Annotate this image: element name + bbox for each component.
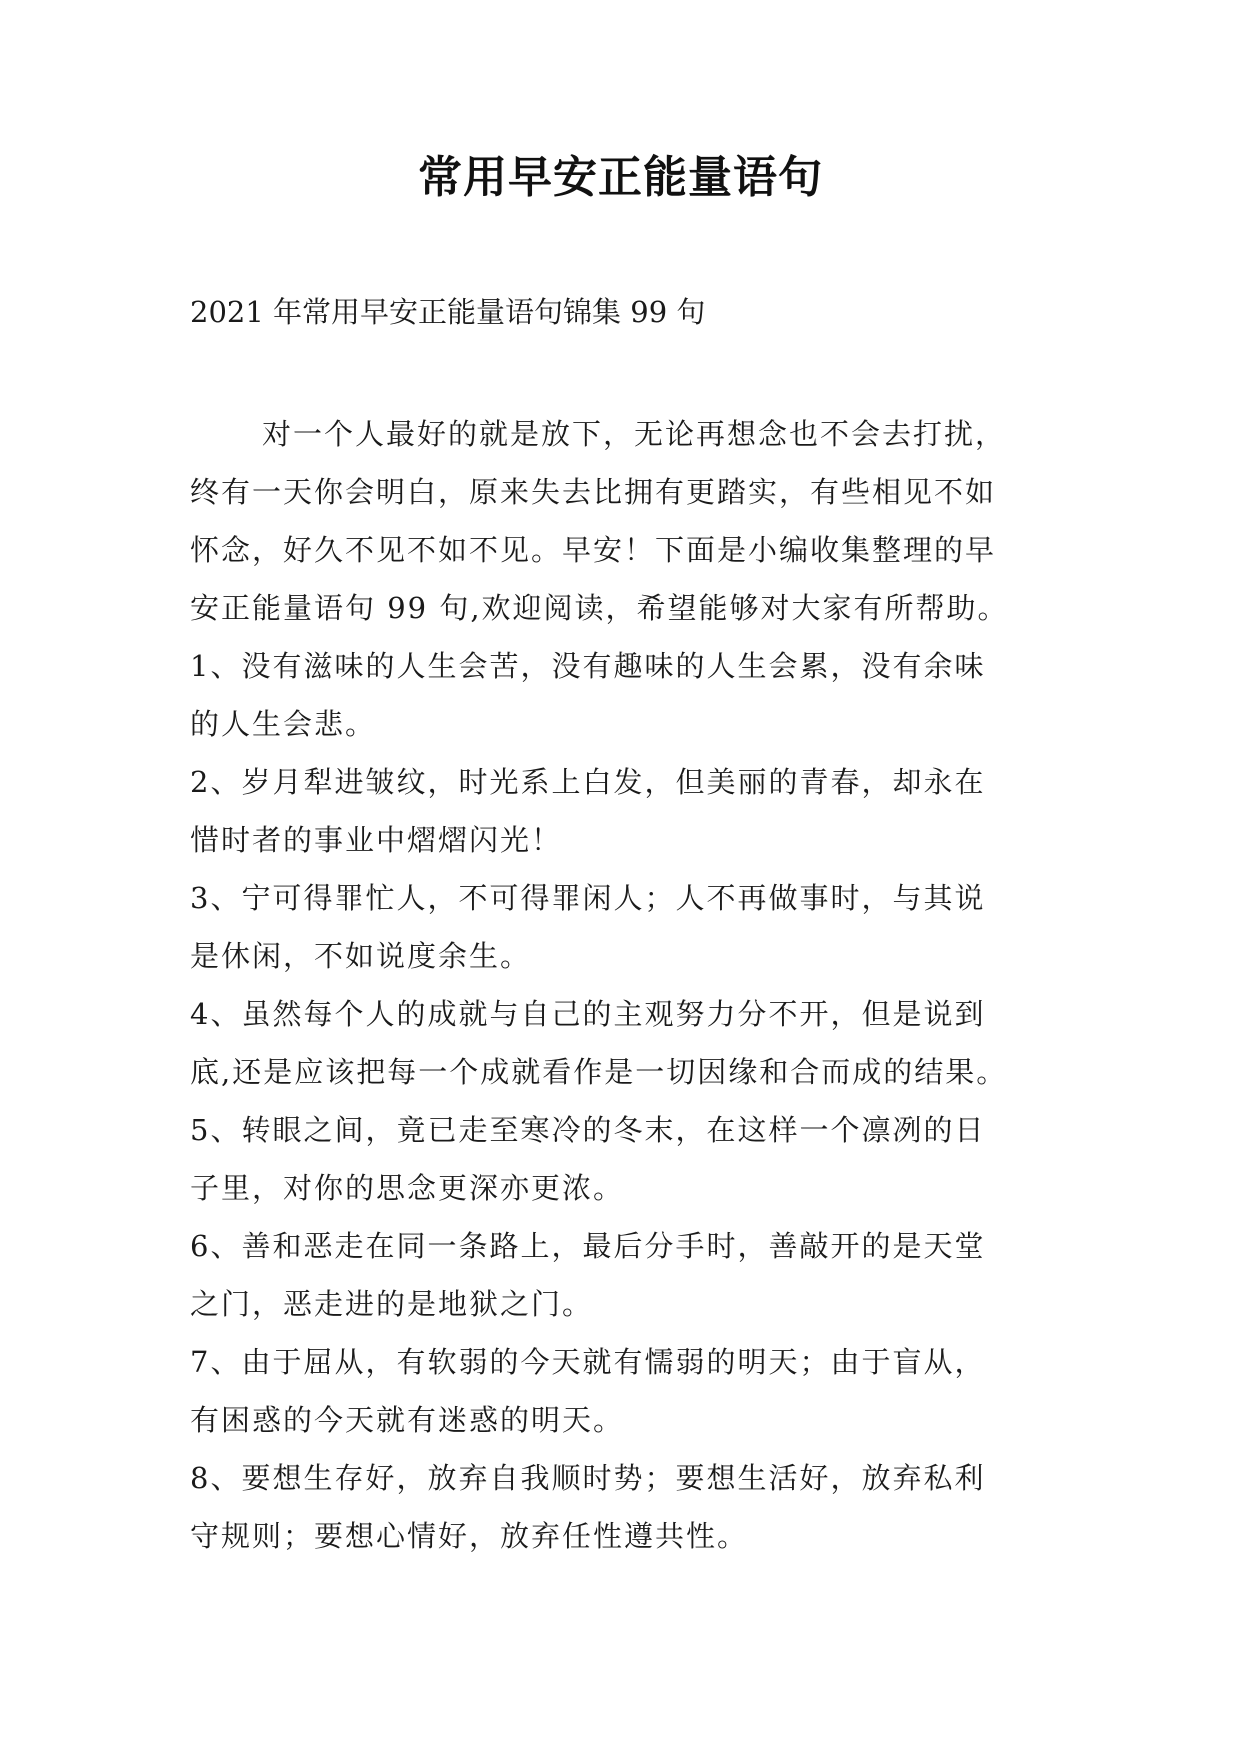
quote-line: 底,还是应该把每一个成就看作是一切因缘和合而成的结果。: [190, 1055, 1008, 1089]
document-subtitle: 2021 年常用早安正能量语句锦集 99 句: [190, 295, 706, 329]
quote-line: 子里，对你的思念更深亦更浓。: [190, 1171, 625, 1205]
quote-line: 4、虽然每个人的成就与自己的主观努力分不开，但是说到: [190, 997, 986, 1031]
quote-line: 惜时者的事业中熠熠闪光！: [190, 823, 563, 857]
intro-line: 怀念，好久不见不如不见。早安！下面是小编收集整理的早: [190, 533, 997, 567]
quote-line: 的人生会悲。: [190, 707, 377, 741]
document-title: 常用早安正能量语句: [418, 152, 823, 203]
quote-line: 3、宁可得罪忙人，不可得罪闲人；人不再做事时，与其说: [190, 881, 986, 915]
quote-line: 之门，恶走进的是地狱之门。: [190, 1287, 594, 1321]
quote-line: 7、由于屈从，有软弱的今天就有懦弱的明天；由于盲从，: [190, 1345, 986, 1379]
quote-line: 6、善和恶走在同一条路上，最后分手时，善敲开的是天堂: [190, 1229, 986, 1263]
quote-line: 1、没有滋味的人生会苦，没有趣味的人生会累，没有余味: [190, 649, 986, 683]
quote-line: 2、岁月犁进皱纹，时光系上白发，但美丽的青春，却永在: [190, 765, 986, 799]
quote-line: 是休闲，不如说度余生。: [190, 939, 532, 973]
quote-line: 有困惑的今天就有迷惑的明天。: [190, 1403, 625, 1437]
quote-line: 守规则；要想心情好，放弃任性遵共性。: [190, 1519, 749, 1553]
quote-line: 8、要想生存好，放弃自我顺时势；要想生活好，放弃私利: [190, 1461, 986, 1495]
document-body: [190, 405, 1070, 1565]
intro-line: 安正能量语句 99 句,欢迎阅读，希望能够对大家有所帮助。: [190, 591, 1009, 625]
intro-line: 终有一天你会明白，原来失去比拥有更踏实，有些相见不如: [190, 475, 997, 509]
quote-line: 5、转眼之间，竟已走至寒冷的冬末，在这样一个凛冽的日: [190, 1113, 986, 1147]
intro-line: 对一个人最好的就是放下，无论再想念也不会去打扰，: [262, 417, 1007, 451]
